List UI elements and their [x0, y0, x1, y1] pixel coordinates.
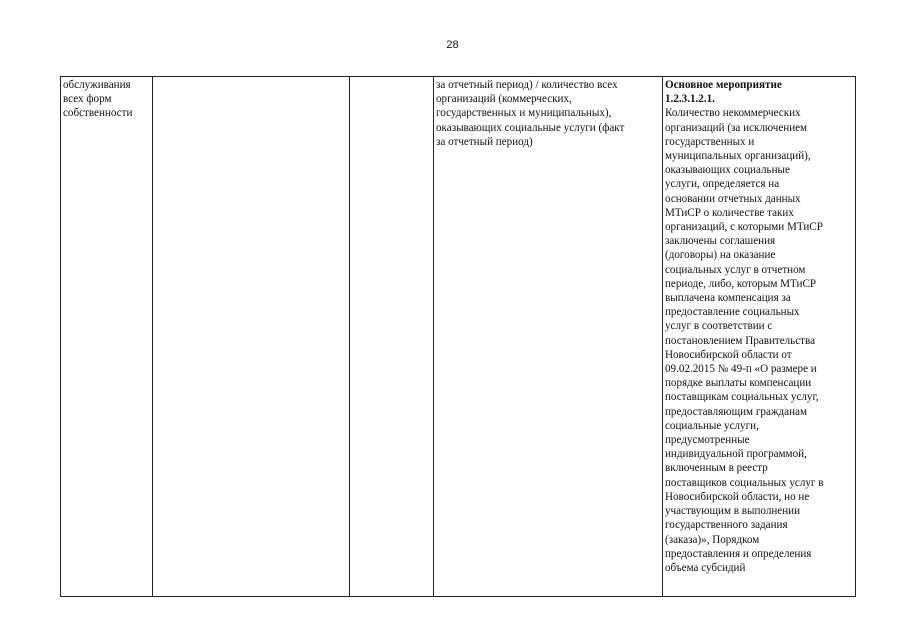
text-line: поставщикам социальных услуг, [665, 391, 819, 404]
text-line: 1.2.3.1.2.1. [665, 93, 715, 106]
text-line: 09.02.2015 № 49-п «О размере и [665, 363, 817, 376]
text-line: социальные услуги, [665, 419, 759, 432]
text-line: участвующим в выполнении [665, 505, 801, 518]
text-line: предоставления и определения [665, 547, 812, 560]
table-cell-col5 [663, 77, 856, 597]
text-line: предусмотренные [665, 434, 750, 447]
text-line: за отчетный период) [436, 135, 533, 148]
text-line: организаций (коммерческих, [436, 93, 572, 106]
text-line: оказывающих социальные [665, 164, 790, 177]
page-number: 28 [446, 39, 459, 51]
table-cell-col2 [153, 77, 350, 597]
text-line: оказывающих социальные услуги (факт [436, 121, 625, 134]
cell-lines [63, 78, 150, 121]
text-line: (заказа)», Порядком [665, 533, 760, 546]
text-line: государственных и [665, 135, 755, 148]
text-line: за отчетный период) / количество всех [436, 79, 618, 91]
text-line: порядке выплаты компенсации [665, 377, 812, 390]
text-line: основании отчетных данных [665, 192, 801, 205]
text-line: обслуживания [63, 79, 131, 91]
text-line: постановлением Правительства [665, 334, 816, 347]
text-line: собственности [63, 107, 133, 120]
text-line: Основное мероприятие [665, 79, 782, 91]
text-line: услуги, определяется на [665, 178, 780, 191]
text-line: государственных и муниципальных), [436, 107, 612, 120]
text-line: Новосибирской области от [665, 348, 792, 361]
cell-lines [436, 78, 660, 149]
table-cell-col4 [434, 77, 663, 597]
text-line: услуг в соответствии с [665, 320, 773, 333]
text-line: Новосибирской области, но не [665, 490, 810, 503]
text-line: предоставляющим гражданам [665, 405, 807, 418]
text-line: заключены соглашения [665, 235, 776, 248]
text-line: предоставление социальных [665, 306, 800, 319]
text-line: выплачена компенсация за [665, 292, 791, 305]
table-row [61, 77, 856, 597]
text-line: всех форм [63, 93, 112, 106]
table-cell-col3 [350, 77, 434, 597]
text-line: включенным в реестр [665, 462, 768, 475]
text-line: МТиСР о количестве таких [665, 206, 794, 219]
text-line: муниципальных организаций), [665, 150, 811, 163]
text-line: индивидуальной программой, [665, 448, 807, 461]
cell-lines [665, 106, 853, 575]
text-line: объема субсидий [665, 561, 746, 574]
text-line: социальных услуг в отчетном [665, 263, 806, 276]
text-line: периоде, либо, которым МТиСР [665, 277, 817, 290]
text-line: поставщиков социальных услуг в [665, 476, 824, 489]
text-line: Количество некоммерческих [665, 107, 801, 120]
document-table [60, 76, 856, 597]
text-line: государственного задания [665, 519, 788, 532]
table-cell-col1 [61, 77, 153, 597]
text-line: организаций, с которыми МТиСР [665, 221, 823, 234]
text-line: (договоры) на оказание [665, 249, 776, 262]
cell-heading [665, 78, 853, 106]
text-line: организаций (за исключением [665, 121, 808, 134]
